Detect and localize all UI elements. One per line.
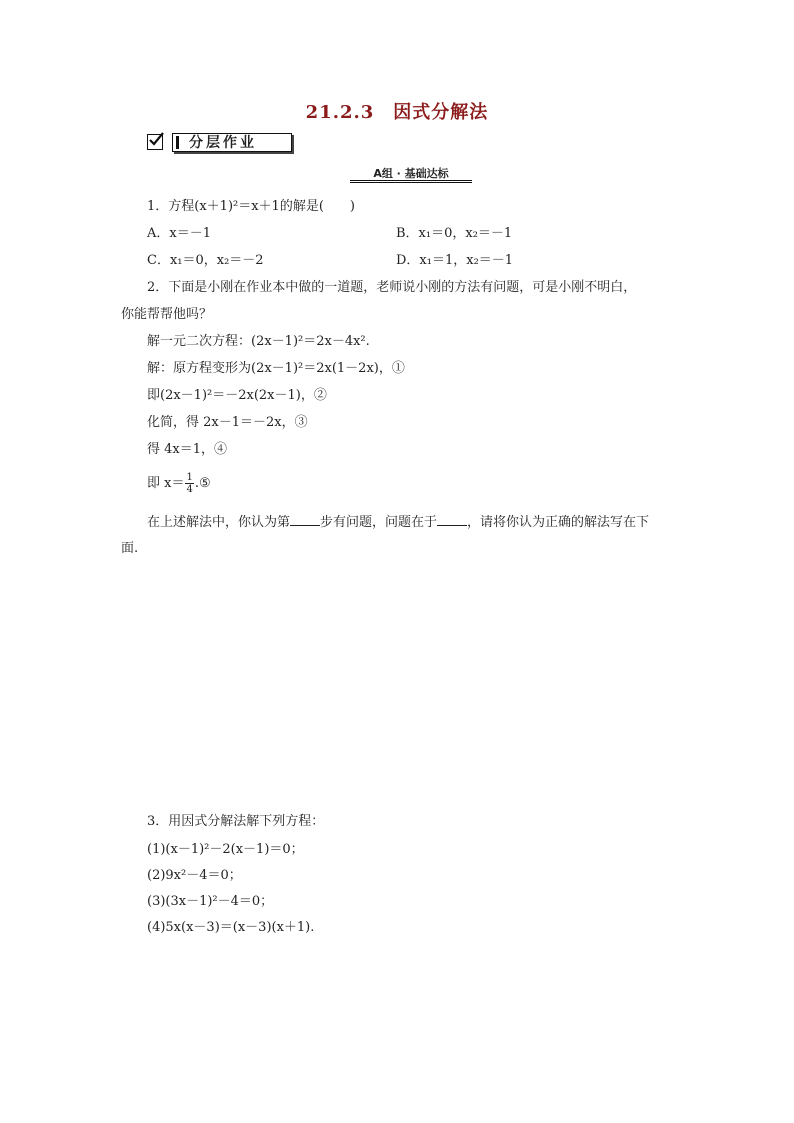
solution-step-5	[147, 472, 211, 495]
checkbox-icon	[147, 134, 163, 150]
solution-step-1: 解：原方程变形为(2x－1)²＝2x(1－2x)，①	[147, 361, 405, 376]
step-5-prefix: 即 x＝	[147, 476, 185, 491]
question-2-stem-line1: 2．下面是小刚在作业本中做的一道题，老师说小刚的方法有问题，可是小刚不明白，	[147, 280, 637, 295]
ask-part-2: 步有问题，问题在于	[320, 515, 438, 530]
solution-step-2: 即(2x－1)²＝－2x(2x－1)，②	[147, 388, 327, 403]
answer-blank-step[interactable]	[290, 512, 320, 526]
fraction	[185, 472, 193, 495]
ask-part-1: 在上述解法中，你认为第	[147, 515, 291, 530]
answer-blank-reason[interactable]	[437, 512, 467, 526]
section-label: 分层作业	[189, 135, 257, 151]
question-3-item-3: (3)(3x－1)²－4＝0；	[147, 894, 274, 909]
page-title: 21.2.3 因式分解法	[305, 102, 489, 123]
solution-step-4: 得 4x＝1，④	[147, 442, 228, 457]
question-3-item-2: (2)9x²－4＝0；	[147, 868, 242, 883]
question-1-option-d: D．x₁＝1，x₂＝－1	[396, 253, 514, 268]
question-2-stem-line2: 你能帮帮他吗？	[121, 307, 213, 322]
question-3-item-4: (4)5x(x－3)＝(x－3)(x＋1).	[147, 920, 315, 935]
question-2-ask-line2: 面.	[121, 541, 139, 556]
fraction-numerator: 1	[186, 472, 193, 483]
question-1-option-a: A．x＝－1	[147, 226, 211, 241]
group-label: A组 · 基础达标	[350, 166, 472, 183]
question-3-stem: 3．用因式分解法解下列方程：	[147, 814, 325, 829]
question-1-stem: 1．方程(x＋1)²＝x＋1的解是( )	[147, 199, 355, 214]
question-2-ask-line1	[147, 512, 649, 533]
question-1-option-b: B．x₁＝0，x₂＝－1	[396, 226, 513, 241]
question-3-item-1: (1)(x－1)²－2(x－1)＝0；	[147, 842, 304, 857]
step-5-suffix: .⑤	[194, 476, 211, 491]
question-2-problem: 解一元二次方程：(2x－1)²＝2x－4x².	[147, 334, 370, 349]
section-bar-decoration	[176, 136, 179, 149]
solution-step-3: 化简，得 2x－1＝－2x，③	[147, 415, 308, 430]
fraction-denominator: 4	[186, 484, 193, 495]
question-1-option-c: C．x₁＝0，x₂＝－2	[147, 253, 264, 268]
section-header	[172, 133, 292, 152]
ask-part-3: ，请将你认为正确的解法写在下	[467, 515, 650, 530]
